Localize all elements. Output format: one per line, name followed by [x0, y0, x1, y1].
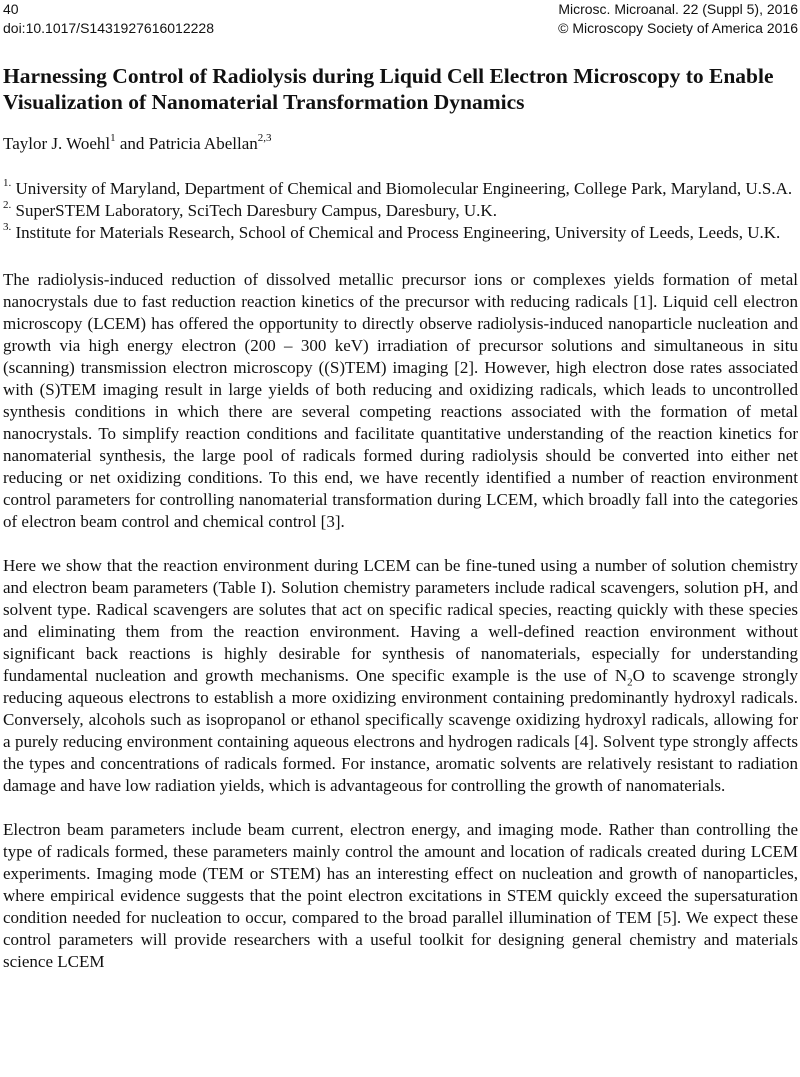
header-right — [558, 0, 798, 38]
author-list — [3, 133, 798, 155]
affiliation-number: 3. — [3, 221, 12, 234]
paragraph-2-part-a: Here we show that the reaction environment during LCEM can be fine-tuned using a number of solution chemistry and electron beam parameters (Table I). Solution chemistry parameters include radical scavengers, solution pH, and solvent type. Radical scavengers are solutes that act on specific radical species, reacting quickly with these species and eliminating them from the reaction environment. Having a well-defined reaction environment without significant back reactions is highly desirable for synthesis of nanomaterials, especially for understanding fundamental nucleation and growth mechanisms. One specific example is the use of N — [3, 556, 798, 685]
paper-title: Harnessing Control of Radiolysis during Liquid Cell Electron Microscopy to Enable Visualization of Nanomaterial Transformation Dynamics — [3, 64, 774, 114]
paragraph-3: Electron beam parameters include beam current, electron energy, and imaging mode. Rather than controlling the type of radicals formed, these parameters mainly control the amount and location of radicals created during LCEM experiments. Imaging mode (TEM or STEM) has an interesting effect on nucleation and growth of nanoparticles, where empirical evidence suggests that the point electron excitations in STEM quickly exceed the supersaturation condition needed for nucleation to occur, compared to the broad parallel illumination of TEM [5]. We expect these control parameters will provide researchers with a useful toolkit for designing general chemistry and materials science LCEM — [3, 820, 798, 971]
affiliation-number: 2. — [3, 199, 12, 212]
affiliation-3 — [3, 222, 798, 244]
author-name: Patricia Abellan — [148, 134, 258, 153]
affiliation-2 — [3, 200, 798, 222]
paragraph-1: The radiolysis-induced reduction of dissolved metallic precursor ions or complexes yields formation of metal nanocrystals due to fast reduction reaction kinetics of the precursor with reducing radicals [1]. Liquid cell electron microscopy (LCEM) has offered the opportunity to directly observe radiolysis-induced nanoparticle nucleation and growth via high energy electron (200 – 300 keV) irradiation of precursor solutions and simultaneous in situ (scanning) transmission electron microscopy ((S)TEM) imaging [2]. However, high electron dose rates associated with (S)TEM imaging result in large yields of both reducing and oxidizing radicals, which leads to uncontrolled synthesis conditions in which there are several competing reactions associated with the formation of metal nanocrystals. To simplify reaction conditions and facilitate quantitative understanding of the reaction kinetics for nanomaterial synthesis, the large pool of radicals formed during radiolysis should be converted into either net reducing or net oxidizing conditions. To this end, we have recently identified a number of reaction environment control parameters for controlling nanomaterial transformation during LCEM, which broadly fall into the categories of electron beam control and chemical control [3]. — [3, 270, 798, 531]
author-separator: and — [115, 134, 149, 153]
journal-citation: Microsc. Microanal. 22 (Suppl 5), 2016 — [558, 1, 798, 17]
affiliation-text: SuperSTEM Laboratory, SciTech Daresbury Campus, Daresbury, U.K. — [11, 201, 497, 220]
affiliation-number: 1. — [3, 177, 12, 190]
article-body — [3, 63, 798, 973]
author-affiliation-mark: 2,3 — [257, 132, 272, 145]
affiliation-1 — [3, 178, 798, 200]
affiliations — [3, 178, 798, 244]
affiliation-text: Institute for Materials Research, School of Chemical and Process Engineering, University of Leeds, Leeds, U.K. — [11, 223, 781, 242]
author-name: Taylor J. Woehl — [3, 134, 111, 153]
copyright: © Microscopy Society of America 2016 — [558, 20, 798, 36]
header-left — [3, 0, 214, 38]
author-affiliation-mark: 1 — [110, 132, 116, 145]
page-number: 40 — [3, 1, 19, 17]
paragraph-2 — [3, 555, 798, 797]
subscript: 2 — [627, 676, 633, 689]
affiliation-text: University of Maryland, Department of Chemical and Biomolecular Engineering, College Park, Maryland, U.S.A. — [11, 179, 793, 198]
doi: doi:10.1017/S1431927616012228 — [3, 20, 214, 36]
running-header — [3, 0, 798, 40]
paragraph-2-part-b: O to scavenge strongly reducing aqueous electrons to establish a more oxidizing environment containing predominantly hydroxyl radicals. Conversely, alcohols such as isopropanol or ethanol specifically scavenge oxidizing hydroxyl radicals, allowing for a purely reducing environment containing aqueous electrons and hydrogen radicals [4]. Solvent type strongly affects the types and concentrations of radicals formed. For instance, aromatic solvents are relatively resistant to radiation damage and have low radiation yields, which is advantageous for controlling the growth of nanomaterials. — [3, 666, 798, 795]
